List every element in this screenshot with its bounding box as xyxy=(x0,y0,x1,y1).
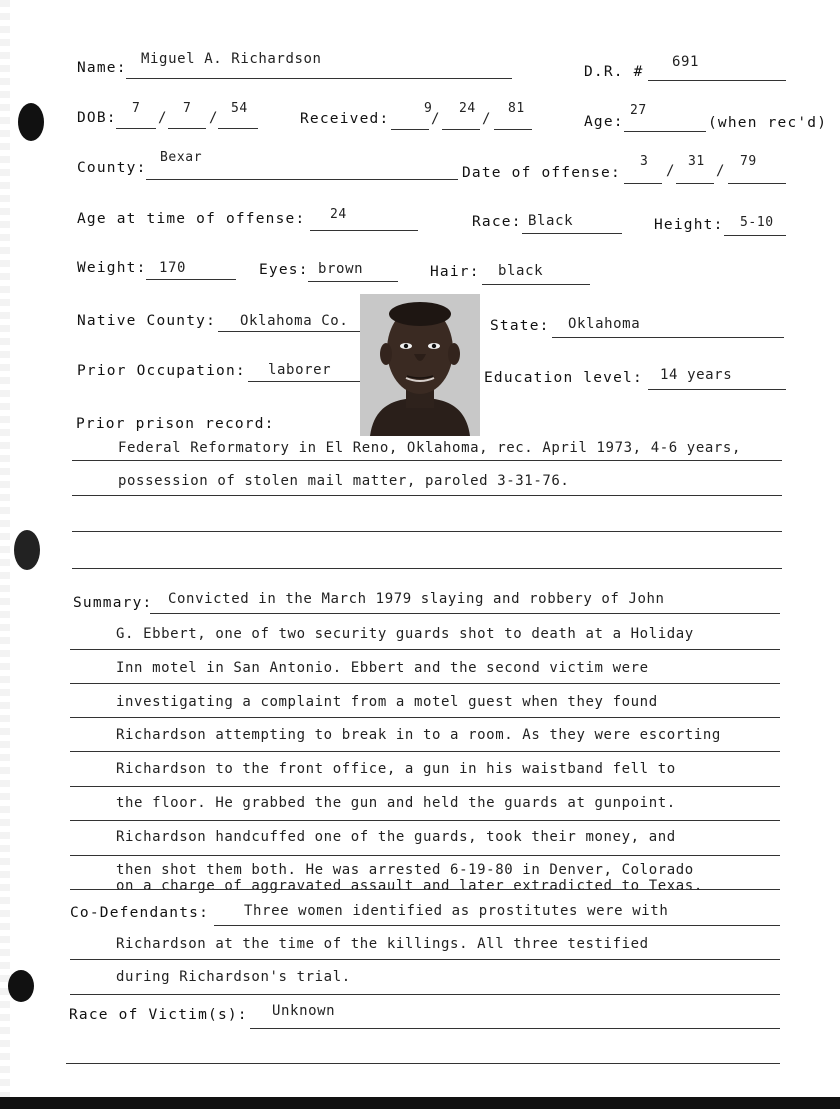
punch-hole-icon xyxy=(18,103,44,141)
summary-line-1: Convicted in the March 1979 slaying and robbery of John xyxy=(168,591,665,607)
occupation-value: laborer xyxy=(268,362,332,378)
eyes-line xyxy=(308,281,398,282)
weight-label: Weight: xyxy=(77,260,147,276)
offense-line xyxy=(676,183,714,184)
state-value: Oklahoma xyxy=(568,316,641,332)
offense-line xyxy=(728,183,786,184)
height-label: Height: xyxy=(654,217,724,233)
ruled-line xyxy=(66,1063,780,1064)
summary-line-7: the floor. He grabbed the gun and held the guards at gunpoint. xyxy=(116,795,676,811)
summary-line-5: Richardson attempting to break in to a room. As they were escorting xyxy=(116,727,721,743)
hair-label: Hair: xyxy=(430,264,480,280)
ruled-line xyxy=(70,649,780,650)
state-label: State: xyxy=(490,318,550,334)
county-value: Bexar xyxy=(160,150,203,165)
ruled-line xyxy=(72,568,782,569)
age-note: (when rec'd) xyxy=(708,115,828,131)
offense-month: 3 xyxy=(640,154,649,169)
ruled-line xyxy=(70,751,780,752)
summary-line-9: then shot them both. He was arrested 6-19-80 in Denver, Colorado xyxy=(116,862,694,878)
name-label: Name: xyxy=(77,60,127,76)
dob-line xyxy=(218,128,258,129)
codefendants-label: Co-Defendants: xyxy=(70,905,210,921)
ruled-line xyxy=(72,495,782,496)
age-line xyxy=(624,131,706,132)
education-label: Education level: xyxy=(484,370,643,386)
ruled-line xyxy=(70,889,780,890)
dob-slash: / xyxy=(158,110,168,126)
prior-record-line-1: Federal Reformatory in El Reno, Oklahoma, rec. April 1973, 4-6 years, xyxy=(118,440,741,456)
ruled-line xyxy=(72,460,782,461)
height-line xyxy=(724,235,786,236)
received-slash: / xyxy=(431,111,441,127)
dob-day: 7 xyxy=(183,101,192,116)
ruled-line xyxy=(150,613,780,614)
received-year: 81 xyxy=(508,101,525,116)
offense-year: 79 xyxy=(740,154,757,169)
received-line xyxy=(391,129,429,130)
age-value: 27 xyxy=(630,103,647,118)
dr-label: D.R. # xyxy=(584,64,644,80)
received-line xyxy=(494,129,532,130)
dob-month: 7 xyxy=(132,101,141,116)
dob-slash: / xyxy=(209,110,219,126)
prior-record-label: Prior prison record: xyxy=(76,416,275,432)
summary-line-4: investigating a complaint from a motel guest when they found xyxy=(116,694,658,710)
occupation-label: Prior Occupation: xyxy=(77,363,246,379)
mugshot-photo xyxy=(360,294,480,436)
received-month: 9 xyxy=(424,101,433,116)
dob-line xyxy=(116,128,156,129)
offense-slash: / xyxy=(666,163,676,179)
ruled-line xyxy=(70,820,780,821)
education-value: 14 years xyxy=(660,367,733,383)
ruled-line xyxy=(70,959,780,960)
received-line xyxy=(442,129,480,130)
eyes-value: brown xyxy=(318,261,364,277)
summary-line-3: Inn motel in San Antonio. Ebbert and the second victim were xyxy=(116,660,649,676)
received-slash: / xyxy=(482,111,492,127)
summary-line-2: G. Ebbert, one of two security guards shot to death at a Holiday xyxy=(116,626,694,642)
native-county-label: Native County: xyxy=(77,313,217,329)
age-label: Age: xyxy=(584,114,624,130)
prior-record-line-2: possession of stolen mail matter, paroled 3-31-76. xyxy=(118,473,570,489)
victim-race-value: Unknown xyxy=(272,1003,336,1019)
codefendants-line-1: Three women identified as prostitutes were with xyxy=(244,903,669,919)
race-label: Race: xyxy=(472,214,522,230)
eyes-label: Eyes: xyxy=(259,262,309,278)
dr-value: 691 xyxy=(672,54,700,70)
height-value: 5-10 xyxy=(740,215,774,230)
date-offense-label: Date of offense: xyxy=(462,165,621,181)
ruled-line xyxy=(70,717,780,718)
codefendants-line-3: during Richardson's trial. xyxy=(116,969,351,985)
education-line xyxy=(648,389,786,390)
dr-line xyxy=(648,80,786,81)
paper-edge xyxy=(0,0,10,1109)
face-portrait-icon xyxy=(360,294,480,436)
native-county-value: Oklahoma Co. xyxy=(240,313,349,329)
age-offense-label: Age at time of offense: xyxy=(77,211,306,227)
name-value: Miguel A. Richardson xyxy=(141,51,322,67)
dob-year: 54 xyxy=(231,101,248,116)
weight-line xyxy=(146,279,236,280)
dob-label: DOB: xyxy=(77,110,117,126)
victim-race-label: Race of Victim(s): xyxy=(69,1007,248,1023)
ruled-line xyxy=(70,855,780,856)
offense-day: 31 xyxy=(688,154,705,169)
dob-line xyxy=(168,128,206,129)
native-county-line xyxy=(218,331,360,332)
county-label: County: xyxy=(77,160,147,176)
summary-line-6: Richardson to the front office, a gun in his waistband fell to xyxy=(116,761,676,777)
ruled-line xyxy=(214,925,780,926)
summary-label: Summary: xyxy=(73,595,153,611)
name-line xyxy=(126,78,512,79)
race-value: Black xyxy=(528,213,574,229)
race-line xyxy=(522,233,622,234)
weight-value: 170 xyxy=(159,260,187,276)
age-offense-value: 24 xyxy=(330,207,347,222)
received-label: Received: xyxy=(300,111,390,127)
age-offense-line xyxy=(310,230,418,231)
hair-line xyxy=(482,284,590,285)
ruled-line xyxy=(72,531,782,532)
summary-line-8: Richardson handcuffed one of the guards, took their money, and xyxy=(116,829,676,845)
codefendants-line-2: Richardson at the time of the killings. All three testified xyxy=(116,936,649,952)
scan-edge xyxy=(0,1097,840,1109)
ruled-line xyxy=(70,994,780,995)
county-line xyxy=(146,179,458,180)
occupation-line xyxy=(248,381,360,382)
offense-line xyxy=(624,183,662,184)
punch-hole-icon xyxy=(14,530,40,570)
state-line xyxy=(552,337,784,338)
ruled-line xyxy=(70,683,780,684)
summary-line-10: on a charge of aggravated assault and later extradicted to Texas. xyxy=(116,878,703,894)
ruled-line xyxy=(250,1028,780,1029)
received-day: 24 xyxy=(459,101,476,116)
offense-slash: / xyxy=(716,163,726,179)
punch-hole-icon xyxy=(8,970,34,1002)
ruled-line xyxy=(70,786,780,787)
hair-value: black xyxy=(498,263,544,279)
